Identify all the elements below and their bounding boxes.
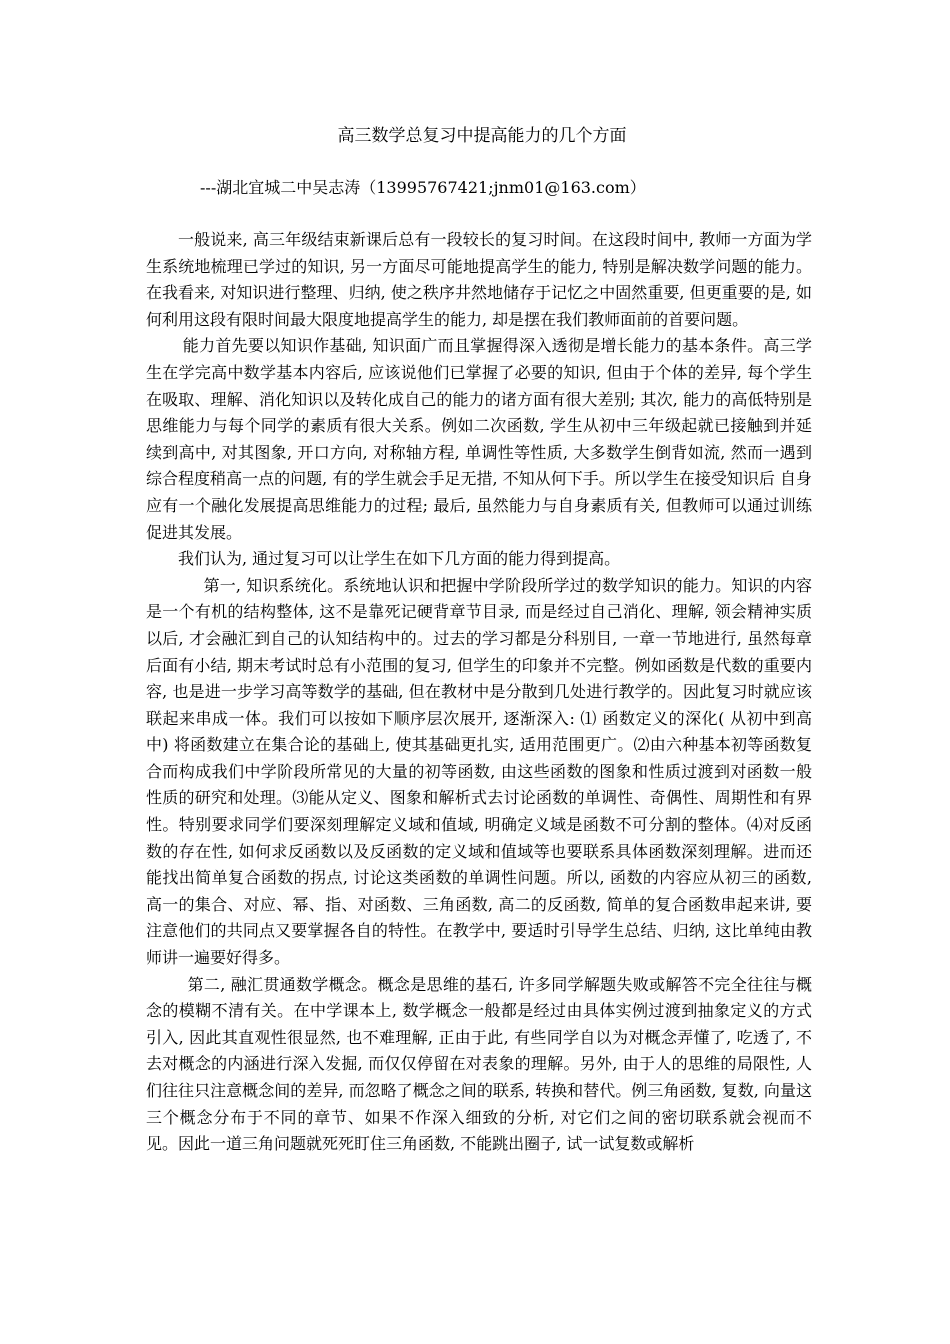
paragraph-intro: 一般说来, 高三年级结束新课后总有一段较长的复习时间。在这段时间中, 教师一方面为学生系统地梳理已学过的知识, 另一方面尽可能地提高学生的能力, 特别是解决数学问题的能力。在我看来, 对知识进行整理、归纳, 使之秩序井然地储存于记忆之中固然重要, 但更重要的是, 如何利用这段有限时间最大限度地提高学生的能力, 却是摆在我们教师面前的首要问题。 bbox=[146, 230, 812, 329]
author-line: ---湖北宜城二中吴志涛（13995767421;jnm01@163.com） bbox=[200, 178, 646, 197]
paragraph-ability-basis: 能力首先要以知识作基础, 知识面广而且掌握得深入透彻是增长能力的基本条件。高三学生在学完高中数学基本内容后, 应该说他们已掌握了必要的知识, 但由于个体的差异, 每个学生在吸取、理解、消化知识以及转化成自己的能力的诸方面有很大差别; 其次, 能力的高低特别是思维能力与每个同学的素质有很大关系。例如二次函数, 学生从初中三年级起就已接触到并延续到高中, 对其图象, 开口方向, 对称轴方程, 单调性等性质, 大多数学生倒背如流, 然而一遇到综合程度稍高一点的问题, 有的学生就会手足无措, 不知从何下手。所以学生在接受知识后 自身应有一个融化发展提高思维能力的过程; 最后, 虽然能力与自身素质有关, 但教师可以通过训练促进其发展。 bbox=[146, 336, 812, 542]
document-body bbox=[146, 227, 812, 1158]
paragraph-first-point: 第一, 知识系统化。系统地认识和把握中学阶段所学过的数学知识的能力。知识的内容是一个有机的结构整体, 这不是靠死记硬背章节目录, 而是经过自己消化、理解, 领会精神实质以后, 才会融汇到自己的认知结构中的。过去的学习都是分科别目, 一章一节地进行, 虽然每章后面有小结, 期末考试时总有小范围的复习, 但学生的印象并不完整。例如函数是代数的重要内容, 也是进一步学习高等数学的基础, 但在教材中是分散到几处进行教学的。因此复习时就应该联起来串成一体。我们可以按如下顺序层次展开, 逐渐深入: ⑴ 函数定义的深化( 从初中到高中) 将函数建立在集合论的基础上, 使其基础更扎实, 适用范围更广。⑵由六种基本初等函数复合而构成我们中学阶段所常见的大量的初等函数, 由这些函数的图象和性质过渡到对函数一般性质的研究和处理。⑶能从定义、图象和解析式去讨论函数的单调性、奇偶性、周期性和有界性。特别要求同学们要深刻理解定义域和值域, 明确定义域是函数不可分割的整体。⑷对反函数的存在性, 如何求反函数以及反函数的定义域和值域等也要联系具体函数深刻理解。进而还能找出简单复合函数的拐点, 讨论这类函数的单调性问题。所以, 函数的内容应从初三的函数, 高一的集合、对应、幂、指、对函数、三角函数, 高二的反函数, 简单的复合函数串起来讲, 要注意他们的共同点又要掌握各自的特性。在教学中, 要适时引导学生总结、归纳, 这比单纯由教师讲一遍要好得多。 bbox=[146, 575, 812, 968]
paragraph-second-point: 第二, 融汇贯通数学概念。概念是思维的基石, 许多同学解题失败或解答不完全往往与概念的模糊不清有关。在中学课本上, 数学概念一般都是经过由具体实例过渡到抽象定义的方式引入, 因此其直观性很显然, 也不难理解, 正由于此, 有些同学自以为对概念弄懂了, 吃透了, 不去对概念的内涵进行深入发掘, 而仅仅停留在对表象的理解。另外, 由于人的思维的局限性, 人们往往只注意概念间的差异, 而忽略了概念之间的联系, 转换和替代。例三角函数, 复数, 向量这三个概念分布于不同的章节、如果不作深入细致的分析, 对它们之间的密切联系就会视而不见。因此一道三角问题就死死盯住三角函数, 不能跳出圈子, 试一试复数或解析 bbox=[146, 974, 812, 1154]
paragraph-overview: 我们认为, 通过复习可以让学生在如下几方面的能力得到提高。 bbox=[178, 549, 621, 569]
document-title: 高三数学总复习中提高能力的几个方面 bbox=[337, 126, 627, 146]
